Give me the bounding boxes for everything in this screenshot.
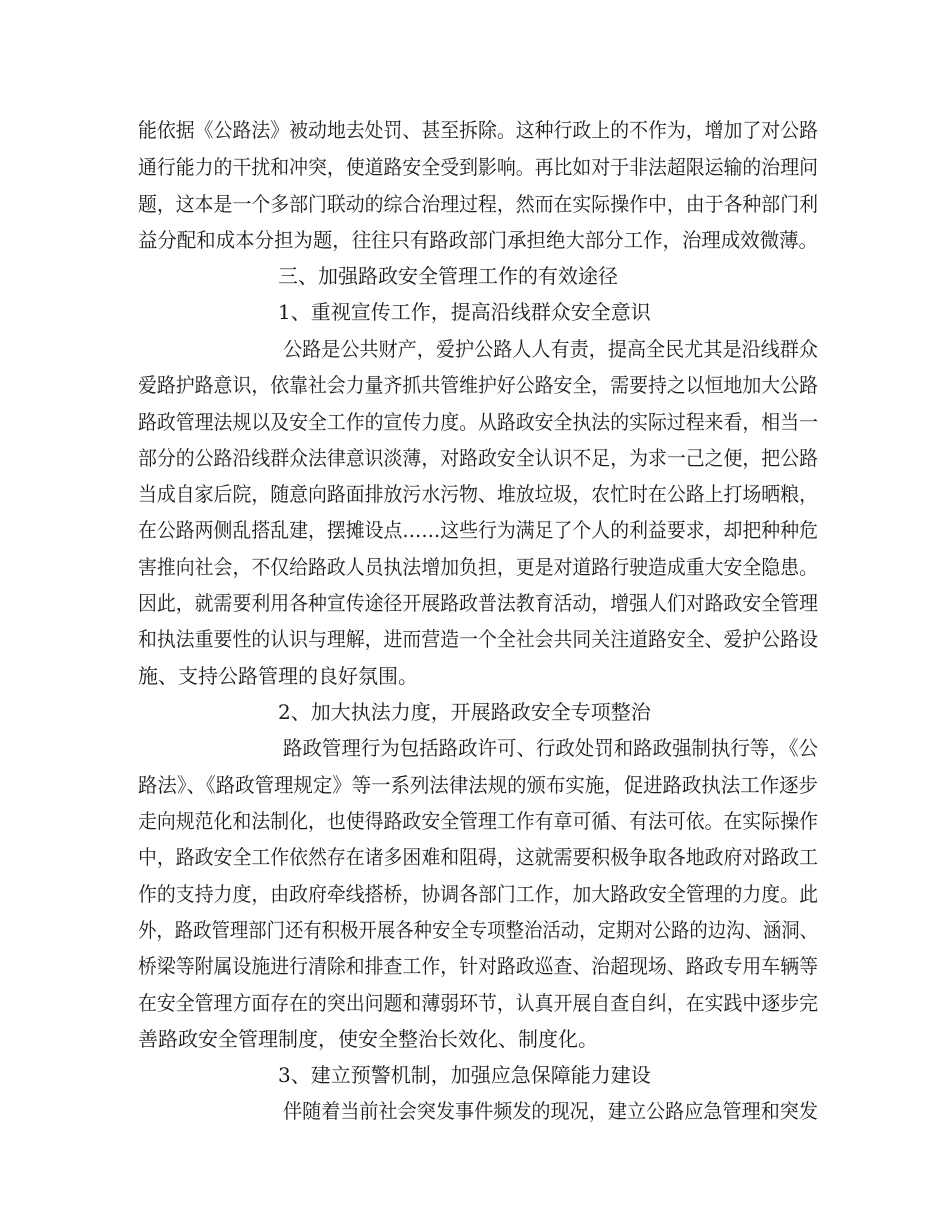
paragraph-line: 施、支持公路管理的良好氛围。: [138, 664, 418, 688]
paragraph-line: 路政管理法规以及安全工作的宣传力度。从路政安全执法的实际过程来看，相当一: [138, 410, 818, 434]
paragraph-line: 中，路政安全工作依然存在诸多困难和阻碍，这就需要积极争取各地政府对路政工: [138, 845, 818, 869]
subsection-heading: 3、建立预警机制，加强应急保障能力建设: [278, 1063, 651, 1087]
subsection-heading: 2、加大执法力度，开展路政安全专项整治: [278, 700, 651, 724]
paragraph-line: 在公路两侧乱搭乱建，摆摊设点……这些行为满足了个人的利益要求，却把种种危: [138, 518, 818, 542]
paragraph-line: 伴随着当前社会突发事件频发的现况，建立公路应急管理和突发: [283, 1099, 819, 1123]
paragraph-line: 在安全管理方面存在的突出问题和薄弱环节，认真开展自查自纠，在实践中逐步完: [138, 991, 818, 1015]
paragraph-line: 外，路政管理部门还有积极开展各种安全专项整治活动，定期对公路的边沟、涵洞、: [138, 918, 818, 942]
paragraph-line: 路政管理行为包括路政许可、行政处罚和路政强制执行等，《公: [283, 736, 818, 760]
paragraph-line: 害推向社会，不仅给路政人员执法增加负担，更是对道路行驶造成重大安全隐患。: [138, 555, 818, 579]
section-heading: 三、加强路政安全管理工作的有效途径: [278, 264, 618, 288]
paragraph-line: 因此，就需要利用各种宣传途径开展路政普法教育活动，增强人们对路政安全管理: [138, 591, 818, 615]
paragraph-line: 部分的公路沿线群众法律意识淡薄，对路政安全认识不足，为求一己之便，把公路: [138, 446, 818, 470]
paragraph-line: 题，这本是一个多部门联动的综合治理过程，然而在实际操作中，由于各种部门利: [138, 192, 818, 216]
paragraph-line: 作的支持力度，由政府牵线搭桥，协调各部门工作，加大路政安全管理的力度。此: [138, 882, 818, 906]
paragraph-line: 当成自家后院，随意向路面排放污水污物、堆放垃圾，农忙时在公路上打场晒粮，: [138, 482, 818, 506]
subsection-heading: 1、重视宣传工作，提高沿线群众安全意识: [278, 300, 651, 324]
paragraph-line: 和执法重要性的认识与理解，进而营造一个全社会共同关注道路安全、爱护公路设: [138, 627, 818, 651]
paragraph-line: 路法》、《路政管理规定》等一系列法律法规的颁布实施，促进路政执法工作逐步: [138, 773, 818, 797]
paragraph-line: 善路政安全管理制度，使安全整治长效化、制度化。: [138, 1027, 598, 1051]
paragraph-line: 公路是公共财产，爱护公路人人有责，提高全民尤其是沿线群众: [283, 337, 819, 361]
paragraph-line: 能依据《公路法》被动地去处罚、甚至拆除。这种行政上的不作为，增加了对公路: [138, 118, 818, 142]
paragraph-line: 益分配和成本分担为题，往往只有路政部门承担绝大部分工作，治理成效微薄。: [138, 228, 818, 252]
paragraph-line: 爱路护路意识，依靠社会力量齐抓共管维护好公路安全，需要持之以恒地加大公路: [138, 373, 818, 397]
paragraph-line: 走向规范化和法制化，也使得路政安全管理工作有章可循、有法可依。在实际操作: [138, 809, 818, 833]
paragraph-line: 桥梁等附属设施进行清除和排查工作，针对路政巡查、治超现场、路政专用车辆等: [138, 954, 818, 978]
paragraph-line: 通行能力的干扰和冲突，使道路安全受到影响。再比如对于非法超限运输的治理问: [138, 155, 818, 179]
